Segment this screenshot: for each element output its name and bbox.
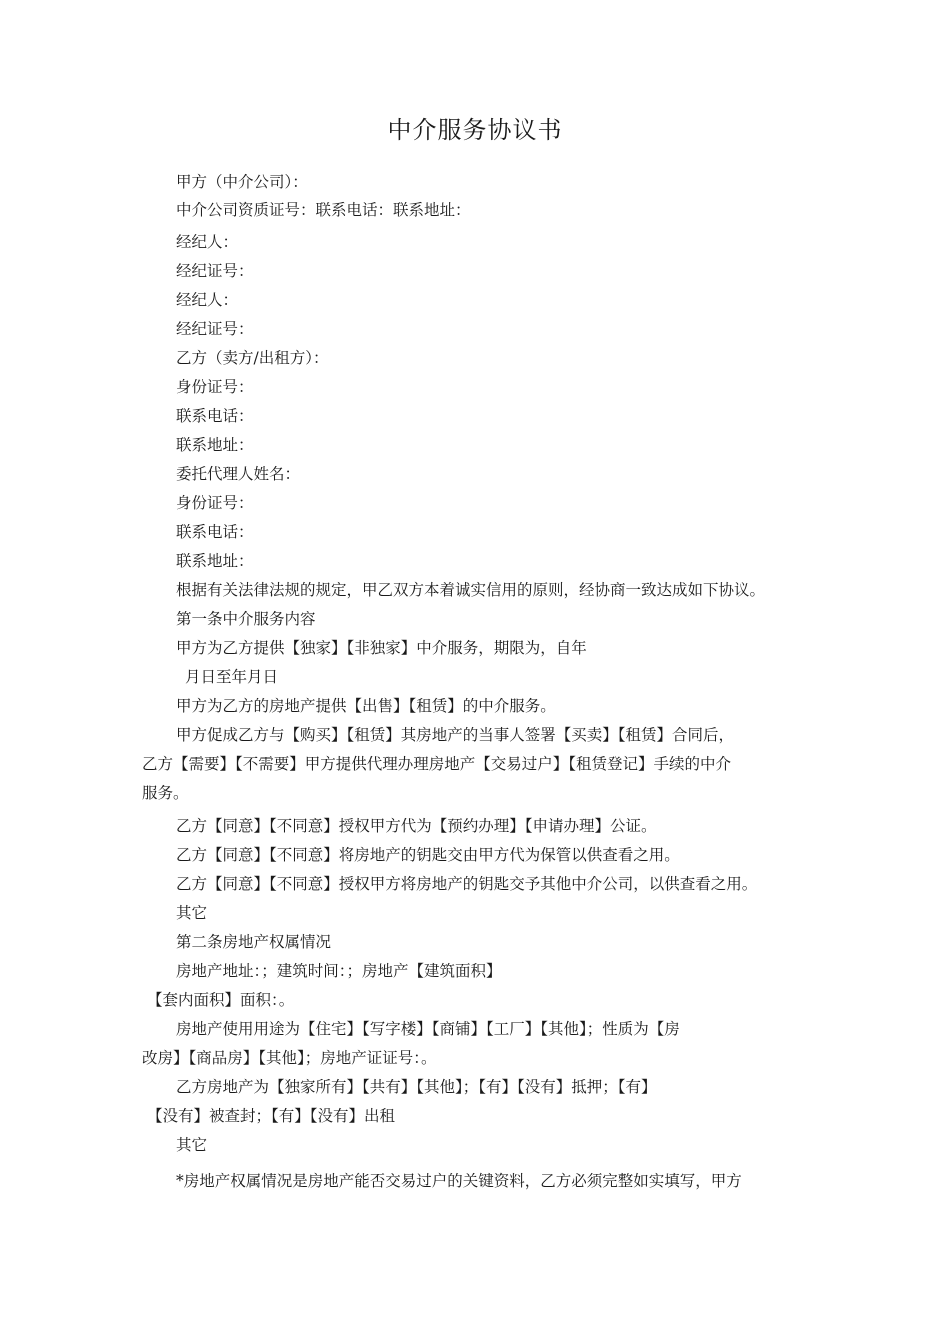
party-b-label: 乙方（卖方/出租方）： [176, 349, 329, 367]
article-2-line-6: 【没有】被查封；【有】【没有】出租 [147, 1107, 396, 1125]
article-1-other: 其它 [176, 904, 208, 922]
party-a-label: 甲方（中介公司）： [176, 173, 308, 191]
article-2-line-2: 【套内面积】面积：。 [147, 991, 295, 1009]
article-1-heading: 第一条中介服务内容 [176, 610, 316, 628]
proxy-address-label: 联系地址： [176, 552, 254, 570]
agent-label: 经纪人： [176, 233, 239, 251]
article-2-note: *房地产权属情况是房地产能否交易过户的关键资料，乙方必须完整如实填写，甲方 [176, 1172, 742, 1190]
article-1-line-7: 乙方【同意】【不同意】授权甲方代为【预约办理】【申请办理】公证。 [176, 817, 657, 835]
proxy-phone-label: 联系电话： [176, 523, 254, 541]
address-label: 联系地址： [176, 436, 254, 454]
proxy-id-label: 身份证号： [176, 494, 254, 512]
article-2-other: 其它 [176, 1136, 208, 1154]
article-1-line-8: 乙方【同意】【不同意】将房地产的钥匙交由甲方代为保管以供查看之用。 [176, 846, 680, 864]
article-1-line-2: 月日至年月日 [185, 668, 279, 686]
article-2-line-3: 房地产使用用途为【住宅】【写字楼】【商铺】【工厂】【其他】；性质为【房 [176, 1020, 680, 1038]
phone-label: 联系电话： [176, 407, 254, 425]
agency-info-line: 中介公司资质证号：联系电话：联系地址： [176, 201, 471, 219]
agent-cert-label-2: 经纪证号： [176, 320, 254, 338]
article-2-line-4: 改房】【商品房】【其他】；房地产证证号：。 [142, 1049, 437, 1067]
proxy-name-label: 委托代理人姓名： [176, 465, 301, 483]
article-2-line-1: 房地产地址：；建筑时间：；房地产【建筑面积】 [176, 962, 502, 980]
article-1-line-1: 甲方为乙方提供【独家】【非独家】中介服务，期限为，自年 [176, 639, 587, 657]
article-1-line-3: 甲方为乙方的房地产提供【出售】【租赁】的中介服务。 [176, 697, 556, 715]
article-1-line-5: 乙方【需要】【不需要】甲方提供代理办理房地产【交易过户】【租赁登记】手续的中介 [142, 755, 732, 773]
preamble-paragraph: 根据有关法律法规的规定，甲乙双方本着诚实信用的原则，经协商一致达成如下协议。 [176, 581, 766, 599]
article-2-heading: 第二条房地产权属情况 [176, 933, 332, 951]
article-1-line-6: 服务。 [142, 784, 189, 802]
document-title: 中介服务协议书 [387, 116, 563, 144]
agent-label-2: 经纪人： [176, 291, 239, 309]
article-2-line-5: 乙方房地产为【独家所有】【共有】【其他】；【有】【没有】抵押；【有】 [176, 1078, 657, 1096]
agent-cert-label: 经纪证号： [176, 262, 254, 280]
id-number-label: 身份证号： [176, 378, 254, 396]
article-1-line-4: 甲方促成乙方与【购买】【租赁】其房地产的当事人签署【买卖】【租赁】合同后， [176, 726, 735, 744]
article-1-line-9: 乙方【同意】【不同意】授权甲方将房地产的钥匙交予其他中介公司，以供查看之用。 [176, 875, 758, 893]
